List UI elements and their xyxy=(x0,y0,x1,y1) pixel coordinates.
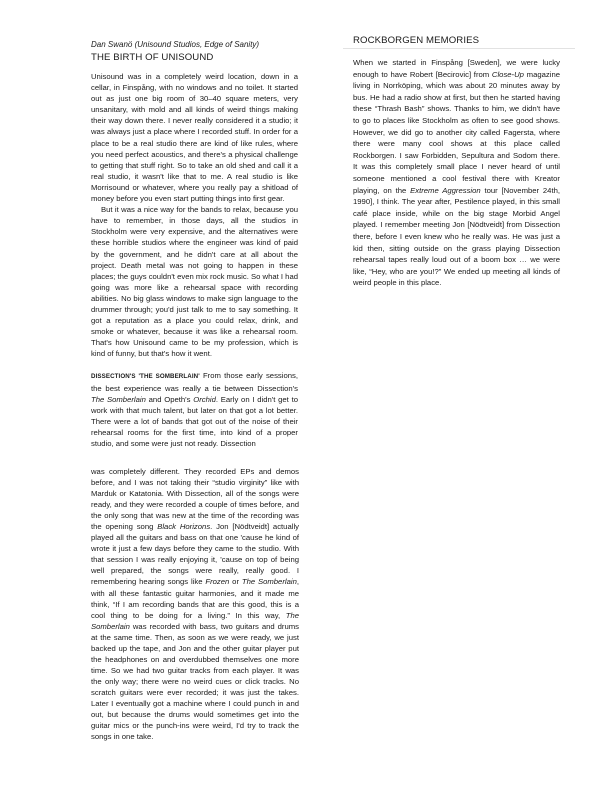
text-run: was recorded with bass, two guitars and drums at the same time. Then, as soon as we were ready, we just backed up the tape, and Jon and the other guitar player put the headphones on and overdubbed themselves one more time. So we had two guitar tracks from each player. It was the only way; there were no weird cues or click tracks. No scratch guitars were ever recorded; it was just the takes. Later I eventually got a machine where I could punch in and out, but because the drums would sometimes get into the guitar mics or the punch-ins were weird, I'd try to track the songs in one take. xyxy=(91,621,299,742)
text-run: From those early sessions, the best experience was really a tie between Dissection's xyxy=(91,371,298,393)
text-run: When we started in Finspång [Sweden], we were lucky enough to have Robert [Becirovic] from xyxy=(353,58,560,79)
text-run: magazine living in Norrköping, which was about 20 minutes away by bus. He had a radio show at first, but then he started having these “Thrash Bash” shows. Thanks to him, we didn't have to go to places like Stockholm as often to see good shows. However, we did go to another city called Fagersta, where there were many cool shows at this place called Rockborgen. I saw Forbidden, Sepultura and Sodom there. It was this completely small place I never heard of until someone mentioned a cool festival there with Kreator playing, on the xyxy=(353,69,560,195)
header-rule xyxy=(343,48,575,49)
text-run: tour [November 24th, 1990], I think. The year after, Pestilence played, in this small café place inside, while on the big stage Morbid Angel played. I remember meeting Jon [Nödtveidt] from Dissection there, before I even knew who he really was. He was just a kid then, sitting outside on the grass playing Dissection rehearsal tapes really loud out of a boom box … we were like, “Hey, who are you!?” We ended up meeting all kinds of weird people in this place. xyxy=(353,185,560,288)
text-run: was completely different. They recorded EPs and demos before, and I was not taking their “studio virginity” like with Marduk or Katatonia. With Dissection, all of the songs were ready, and they were recorded a couple of times before, and the only song that was new at the time of the recording was the opening song xyxy=(91,467,299,532)
italic-title: The Somberlain xyxy=(91,610,299,631)
byline: Dan Swanö (Unisound Studios, Edge of Sanity) xyxy=(91,40,260,49)
rockborgen-paragraph xyxy=(353,57,560,289)
italic-title: Extreme Aggression xyxy=(410,185,481,195)
italic-title: Black Horizons xyxy=(157,522,211,532)
continuation-paragraph xyxy=(91,466,299,742)
italic-title: Orchid xyxy=(193,394,216,404)
text-run: or xyxy=(229,577,242,587)
left-column-continuation xyxy=(91,466,299,742)
italic-title: The Somberlain xyxy=(241,577,297,587)
paragraph-3 xyxy=(91,370,298,449)
paragraph-2: But it was a nice way for the bands to relax, because you have to remember, in those days, all the studios in Stockholm were very expensive, and the alternatives were these horrible studios where the engineer was kind of paid by the government, and he didn't care at all about the project. Death metal was not going to happen in these places; the guys couldn't even mix rock music. So what I had going was more like a rehearsal space with recording abilities. No big glass windows to make sign language to the drummer through; you'd just talk to me to say something. It got a reputation as a place you could relax, drink, and smoke or whatever, because it was like a rehearsal room. That's how Unisound came to be my profession, which is kind of funny, but that's how it went. xyxy=(91,205,298,359)
article-title-rockborgen: ROCKBORGEN MEMORIES xyxy=(353,35,480,46)
text-run: and Opeth's xyxy=(145,394,194,404)
subhead-dissection: DISSECTION'S 'THE SOMBERLAIN' xyxy=(91,373,200,381)
right-column-text xyxy=(353,57,560,289)
italic-title: The Somberlain xyxy=(91,394,146,404)
text-run: , with all these fantastic guitar harmonies, and it made me think, “If I am recording bands that are this good, this is a cool thing to be doing for a living.” In this way, xyxy=(91,577,299,620)
italic-title: Close-Up xyxy=(491,69,524,79)
paragraph-1: Unisound was in a completely weird location, down in a cellar, in Finspång, with no windows and no toilet. It started out as just one big room of 30–40 square meters, very unsanitary, with mold and all kinds of weird things making their way down there. I never really considered it a studio; it was always just a place where I recorded stuff. In order for a place to be a real studio there are kind of like rules, where you need perfect acoustics, and there's a physical challenge to getting that stuff right. So to take an old shed and call it a real studio, it wasn't like that to me. A real studio is like Morrisound or whatever, where you really pay a shitload of money before you even start putting things into first gear. xyxy=(91,72,298,204)
article-title-unisound: THE BIRTH OF UNISOUND xyxy=(91,52,214,63)
text-run: . Early on I didn't get to work with that much talent, but later on that got a lot better. There were a lot of bands that got out of the noise of their rehearsal rooms for the first time, into kind of a proper studio, and some were just not ready. Dissection xyxy=(91,394,298,448)
left-column-text xyxy=(91,71,298,449)
text-run: . Jon [Nödtveidt] actually played all the guitars and bass on that one 'cause he kind of wrote it just a few days before they came to the studio. With that session I was really enjoying it, 'cause on top of being well prepared, the songs were really, really good. I remembering hearing songs like xyxy=(91,522,299,587)
italic-title: Frozen xyxy=(205,577,230,587)
